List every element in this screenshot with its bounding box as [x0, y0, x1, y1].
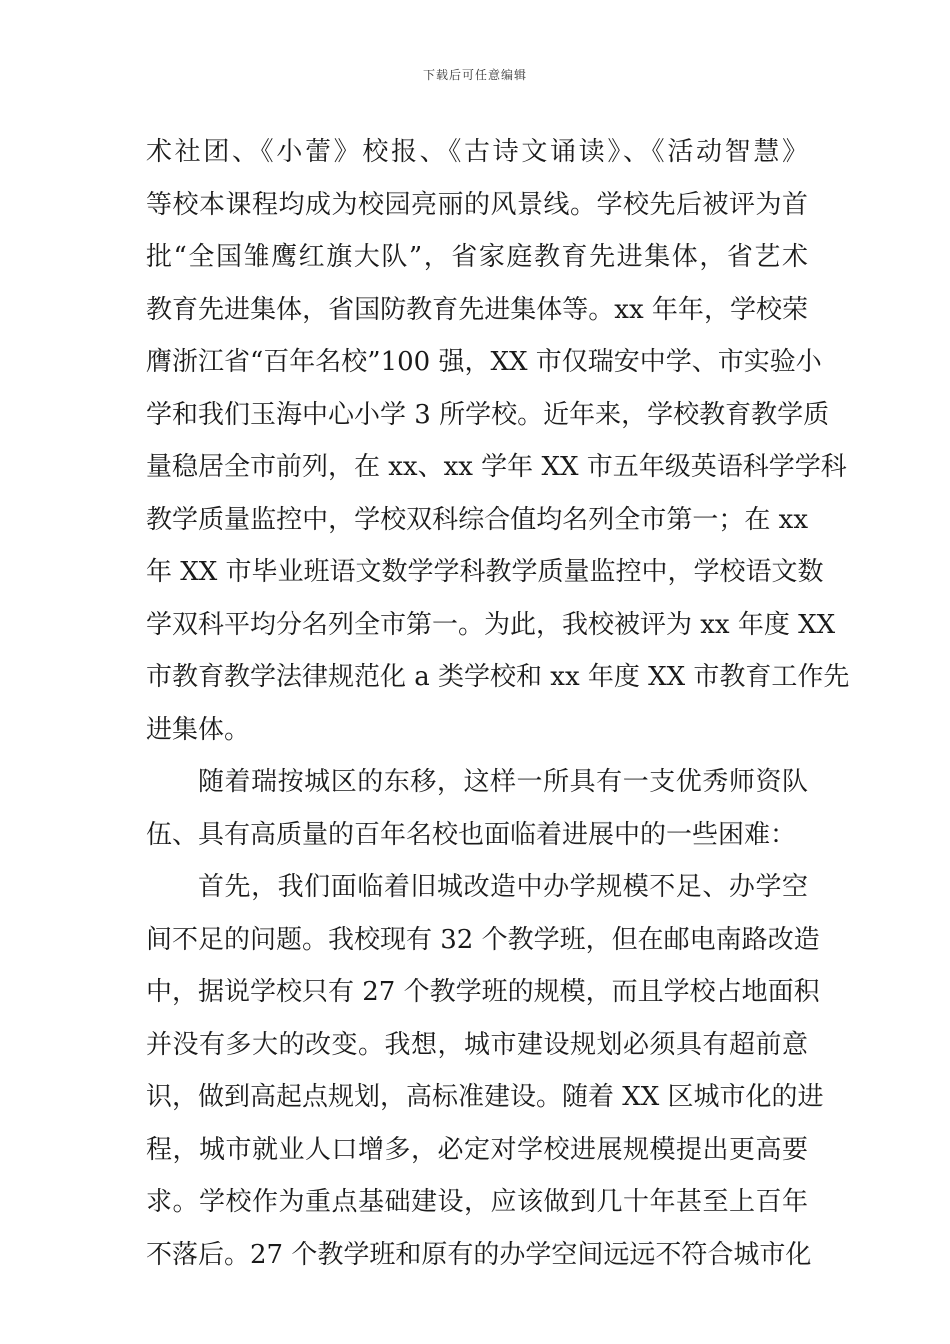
text-line: 随着瑞按城区的东移，这样一所具有一支优秀师资队	[198, 767, 808, 797]
text-line: 首先，我们面临着旧城改造中办学规模不足、办学空	[198, 872, 808, 902]
text-line: 伍、具有高质量的百年名校也面临着进展中的一些困难：	[146, 819, 797, 850]
text-line: 学和我们玉海中心小学 3 所学校。近年来，学校教育教学质	[146, 399, 830, 430]
text-line: 批“全国雏鹰红旗大队”，省家庭教育先进集体，省艺术	[146, 242, 808, 272]
text-line: 教学质量监控中，学校双科综合值均名列全市第一；在 xx	[146, 504, 808, 535]
text-line: 并没有多大的改变。我想，城市建设规划必须具有超前意	[146, 1029, 808, 1060]
page-header-note: 下载后可任意编辑	[422, 68, 527, 82]
text-line: 教育先进集体，省国防教育先进集体等。xx 年年，学校荣	[146, 294, 808, 325]
text-line: 求。学校作为重点基础建设，应该做到几十年甚至上百年	[146, 1187, 808, 1217]
text-line: 年 XX 市毕业班语文数学学科教学质量监控中，学校语文数	[146, 557, 824, 587]
text-line: 膺浙江省“百年名校”100 强，XX 市仅瑞安中学、市实验小	[146, 347, 822, 377]
text-line: 中，据说学校只有 27 个教学班的规模，而且学校占地面积	[146, 977, 820, 1007]
text-line: 识，做到高起点规划，高标准建设。随着 XX 区城市化的进	[146, 1082, 824, 1112]
text-line: 学双科平均分名列全市第一。为此，我校被评为 xx 年度 XX	[146, 609, 836, 640]
text-line: 术社团、《小蕾》校报、《古诗文诵读》、《活动智慧》	[146, 137, 808, 167]
text-line: 不落后。27 个教学班和原有的办学空间远远不符合城市化	[146, 1239, 812, 1270]
document-body	[146, 126, 850, 1281]
text-line: 量稳居全市前列，在 xx、xx 学年 XX 市五年级英语科学学科	[146, 452, 847, 482]
text-line: 进集体。	[146, 714, 251, 745]
text-line: 等校本课程均成为校园亮丽的风景线。学校先后被评为首	[146, 189, 808, 220]
text-line: 程，城市就业人口增多，必定对学校进展规模提出更高要	[146, 1134, 808, 1165]
text-line: 间不足的问题。我校现有 32 个教学班，但在邮电南路改造	[146, 924, 820, 955]
text-line: 市教育教学法律规范化 a 类学校和 xx 年度 XX 市教育工作先	[146, 662, 850, 692]
